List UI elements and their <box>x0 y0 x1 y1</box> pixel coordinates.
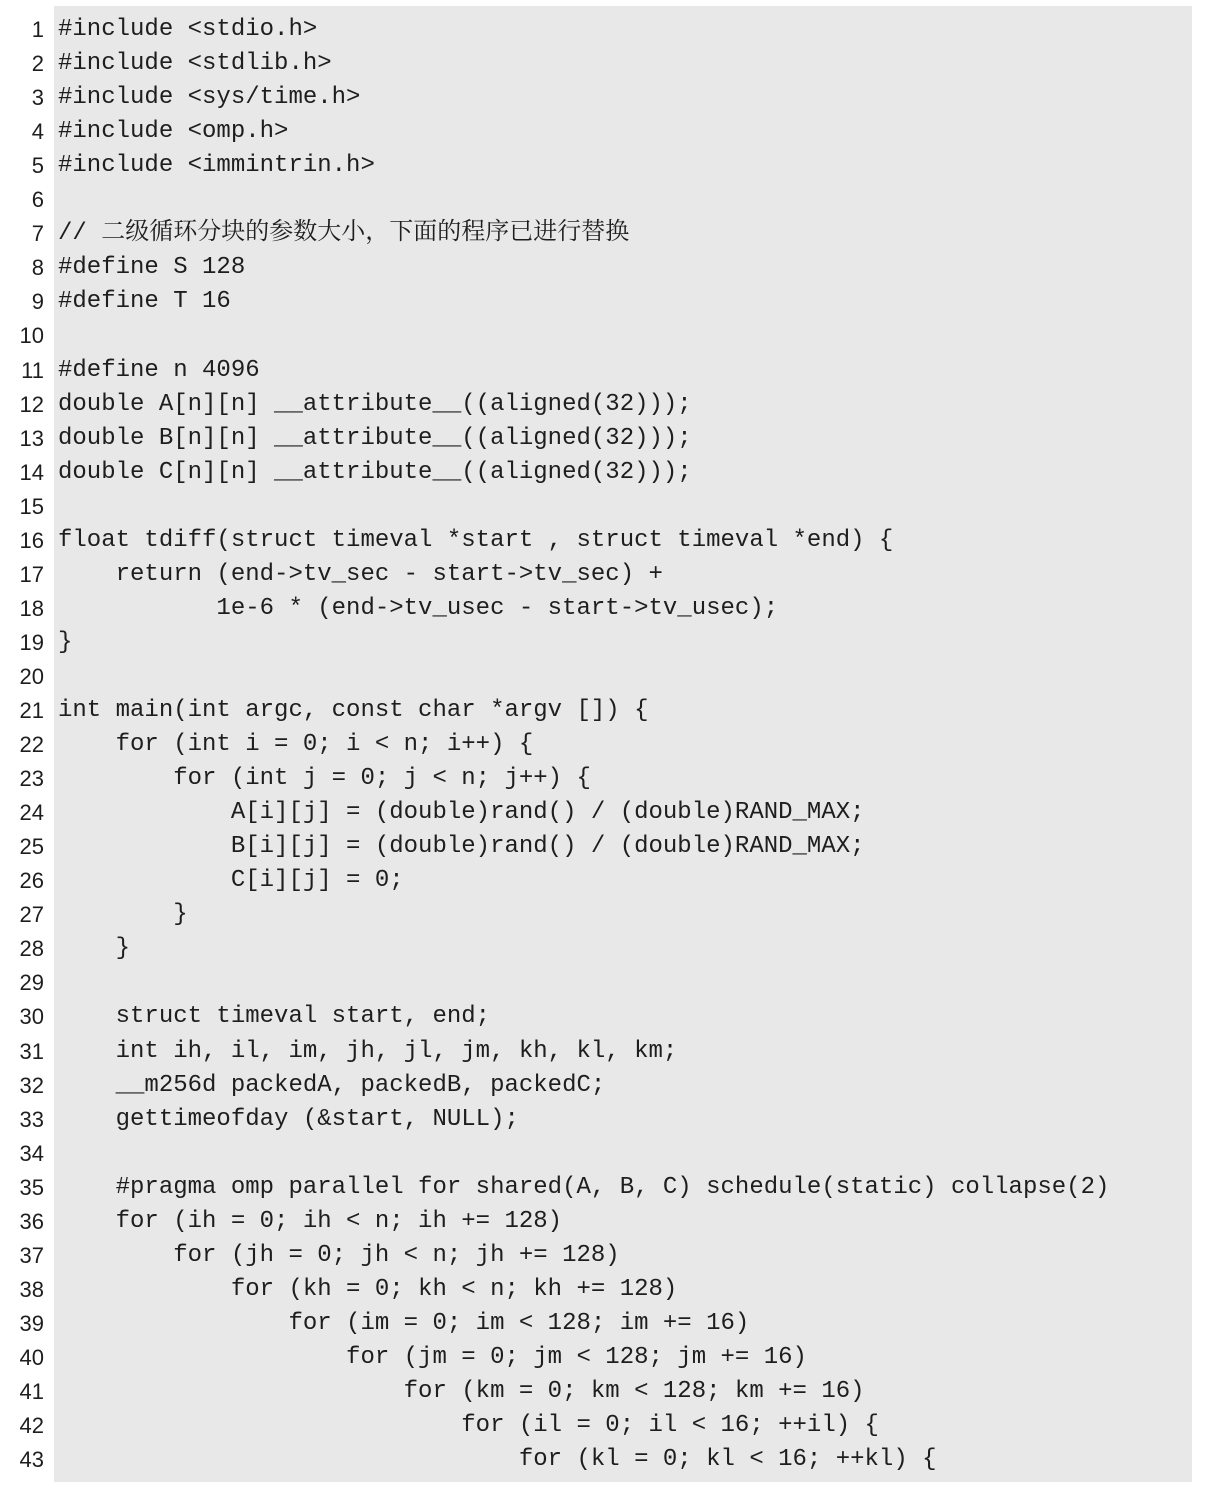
code-text: } <box>58 901 188 929</box>
code-text: // 二级循环分块的参数大小，下面的程序已进行替换 <box>58 220 630 248</box>
code-listing <box>0 6 1206 1482</box>
line-number: 25 <box>19 834 44 860</box>
line-number: 5 <box>31 153 44 179</box>
code-line <box>0 728 1206 762</box>
code-line <box>0 898 1206 932</box>
code-text: for (kh = 0; kh < n; kh += 128) <box>58 1275 678 1303</box>
line-number: 9 <box>31 289 44 315</box>
line-number: 4 <box>31 119 44 145</box>
code-line <box>0 694 1206 728</box>
code-text: for (jm = 0; jm < 128; jm += 16) <box>58 1343 807 1371</box>
code-text: double B[n][n] __attribute__((aligned(32))); <box>58 424 692 452</box>
code-text: for (il = 0; il < 16; ++il) { <box>58 1412 879 1440</box>
line-number: 12 <box>19 391 44 417</box>
line-number: 23 <box>19 766 44 792</box>
code-text: struct timeval start, end; <box>58 1003 491 1031</box>
code-line <box>0 115 1206 149</box>
code-line <box>0 13 1206 47</box>
code-text: #define S 128 <box>58 254 246 282</box>
code-text: __m256d packedA, packedB, packedC; <box>58 1071 606 1099</box>
line-number: 21 <box>19 698 44 723</box>
code-line <box>0 456 1206 490</box>
code-text: #include <omp.h> <box>58 118 289 146</box>
code-text: double C[n][n] __attribute__((aligned(32))); <box>58 458 692 486</box>
code-text: for (int i = 0; i < n; i++) { <box>58 731 534 759</box>
code-text: } <box>58 935 131 963</box>
code-line <box>0 251 1206 285</box>
code-text: #define T 16 <box>58 288 231 316</box>
code-line <box>0 1205 1206 1239</box>
line-number: 28 <box>19 936 44 962</box>
code-line <box>0 354 1206 388</box>
code-line <box>0 1307 1206 1341</box>
line-number: 36 <box>19 1208 44 1234</box>
code-line <box>0 796 1206 830</box>
code-line <box>0 1341 1206 1375</box>
code-text: for (jh = 0; jh < n; jh += 128) <box>58 1241 620 1269</box>
code-text: for (int j = 0; j < n; j++) { <box>58 765 591 793</box>
line-number: 2 <box>31 51 44 77</box>
line-number: 32 <box>19 1072 44 1098</box>
line-number: 30 <box>19 1004 44 1030</box>
code-text: B[i][j] = (double)rand() / (double)RAND_MAX; <box>58 833 865 861</box>
code-line <box>0 1409 1206 1443</box>
line-number: 20 <box>19 663 44 689</box>
line-number: 17 <box>19 561 44 587</box>
code-text: double A[n][n] __attribute__((aligned(32))); <box>58 390 692 418</box>
code-line <box>0 1069 1206 1103</box>
code-text: A[i][j] = (double)rand() / (double)RAND_MAX; <box>58 799 865 827</box>
code-line <box>0 47 1206 81</box>
line-number: 19 <box>19 629 44 655</box>
code-text: for (im = 0; im < 128; im += 16) <box>58 1309 750 1337</box>
code-line <box>0 422 1206 456</box>
code-text: #include <stdio.h> <box>58 16 318 43</box>
line-number: 37 <box>19 1242 44 1268</box>
code-line <box>0 490 1206 524</box>
line-number: 38 <box>19 1276 44 1302</box>
code-line <box>0 388 1206 422</box>
line-number: 40 <box>19 1344 44 1370</box>
code-line <box>0 1239 1206 1273</box>
code-text: gettimeofday (&start, NULL); <box>58 1105 519 1133</box>
line-number: 14 <box>19 459 44 485</box>
code-line <box>0 1443 1206 1477</box>
line-number: 39 <box>19 1310 44 1336</box>
code-text: float tdiff(struct timeval *start , struct timeval *end) { <box>58 526 894 554</box>
code-line <box>0 660 1206 694</box>
line-number: 41 <box>19 1379 44 1404</box>
line-number: 1 <box>31 17 44 42</box>
line-number: 7 <box>31 221 44 247</box>
code-text: return (end->tv_sec - start->tv_sec) + <box>58 560 663 588</box>
line-number: 11 <box>21 357 44 383</box>
line-number: 3 <box>31 85 44 111</box>
code-text: int main(int argc, const char *argv []) { <box>58 697 649 724</box>
code-line <box>0 830 1206 864</box>
line-number: 42 <box>19 1413 44 1439</box>
code-line <box>0 1171 1206 1205</box>
code-line <box>0 524 1206 558</box>
code-line <box>0 592 1206 626</box>
code-line <box>0 762 1206 796</box>
line-number: 27 <box>19 902 44 928</box>
line-number: 26 <box>19 868 44 894</box>
line-number: 10 <box>19 323 44 349</box>
code-line <box>0 864 1206 898</box>
line-number: 16 <box>19 527 44 553</box>
code-text: #include <stdlib.h> <box>58 50 332 78</box>
line-number: 34 <box>19 1140 44 1166</box>
code-line <box>0 285 1206 319</box>
code-text: #pragma omp parallel for shared(A, B, C) schedule(static) collapse(2) <box>58 1173 1110 1201</box>
line-number: 15 <box>19 493 44 519</box>
code-text: #include <immintrin.h> <box>58 152 375 180</box>
code-text: 1e-6 * (end->tv_usec - start->tv_usec); <box>58 594 779 622</box>
code-line <box>0 217 1206 251</box>
line-number: 33 <box>19 1106 44 1132</box>
line-number: 31 <box>19 1038 44 1064</box>
code-line <box>0 1273 1206 1307</box>
line-number: 18 <box>19 595 44 621</box>
code-line <box>0 932 1206 966</box>
code-line <box>0 966 1206 1000</box>
code-text: #include <sys/time.h> <box>58 84 361 112</box>
code-line <box>0 81 1206 115</box>
code-line <box>0 1137 1206 1171</box>
code-line <box>0 183 1206 217</box>
code-text: C[i][j] = 0; <box>58 867 404 895</box>
code-line <box>0 149 1206 183</box>
code-text: } <box>58 628 73 656</box>
code-text: #define n 4096 <box>58 356 260 384</box>
line-number: 29 <box>19 970 44 996</box>
line-number: 13 <box>19 425 44 451</box>
code-line <box>0 626 1206 660</box>
code-text: for (km = 0; km < 128; km += 16) <box>58 1378 865 1405</box>
code-line <box>0 319 1206 353</box>
code-line <box>0 1035 1206 1069</box>
line-number: 35 <box>19 1174 44 1200</box>
code-text: int ih, il, im, jh, jl, jm, kh, kl, km; <box>58 1037 678 1065</box>
line-number: 24 <box>19 800 44 826</box>
code-text: for (ih = 0; ih < n; ih += 128) <box>58 1207 563 1235</box>
code-text: for (kl = 0; kl < 16; ++kl) { <box>58 1446 937 1474</box>
code-line <box>0 1103 1206 1137</box>
code-line <box>0 1375 1206 1409</box>
code-line <box>0 558 1206 592</box>
line-number: 43 <box>19 1447 44 1473</box>
line-number: 6 <box>31 187 44 213</box>
line-number: 8 <box>31 255 44 281</box>
line-number: 22 <box>19 732 44 758</box>
code-line <box>0 1000 1206 1034</box>
